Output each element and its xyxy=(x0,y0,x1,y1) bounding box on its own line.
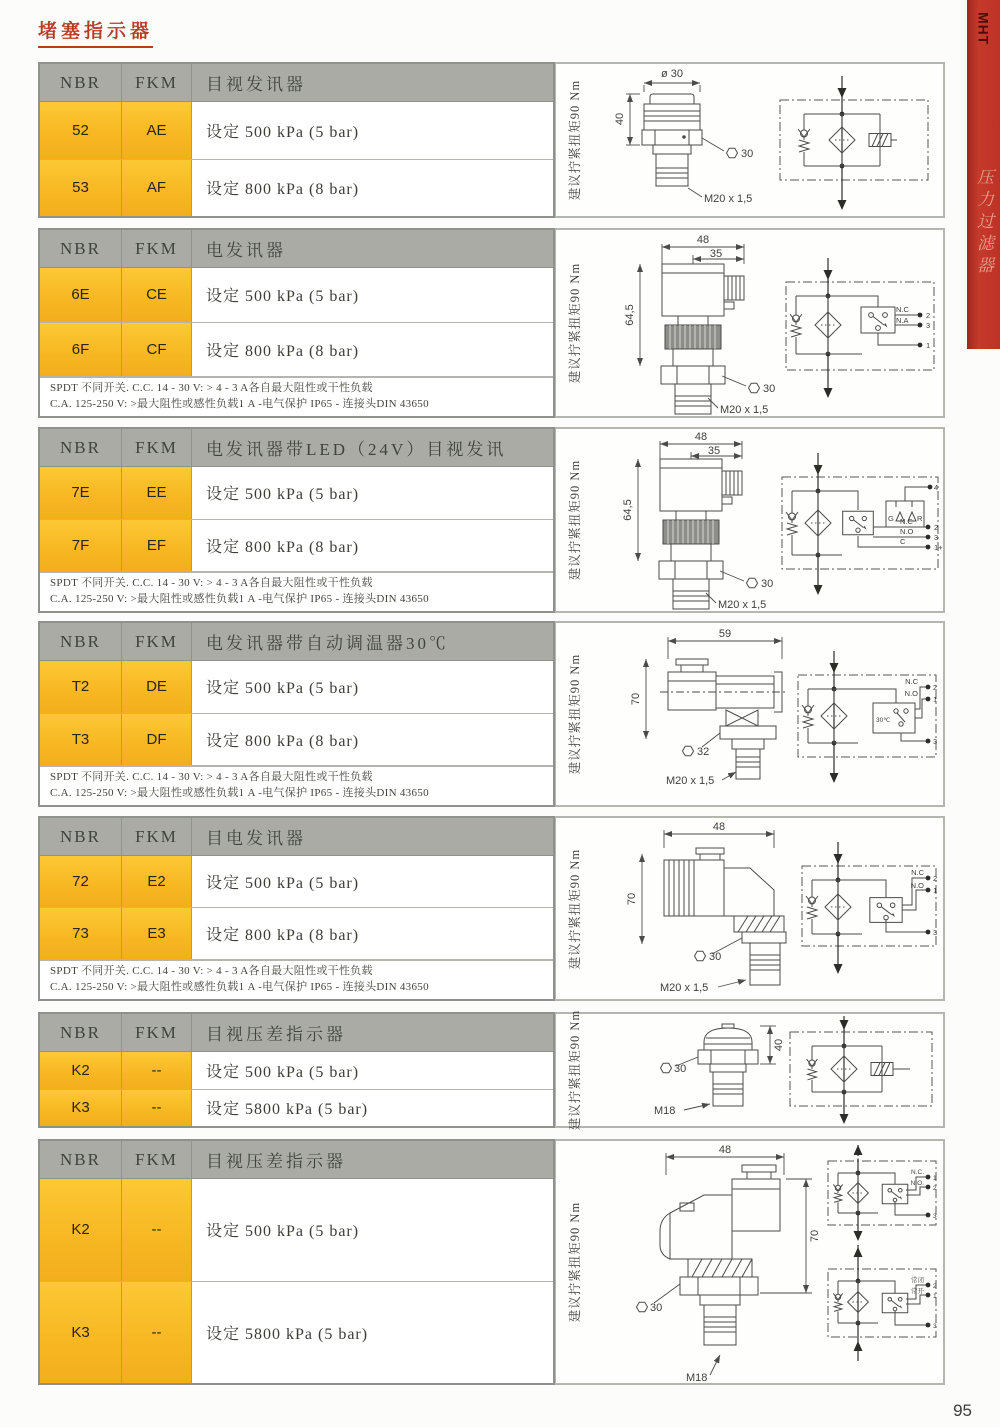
pin-label: N.A xyxy=(896,316,909,325)
pin-label: N.C xyxy=(896,305,909,314)
flow-arrow-icon xyxy=(838,88,847,98)
torque-note: 建议拧紧扭矩90 Nm xyxy=(568,79,582,201)
circuit-top xyxy=(828,1145,937,1241)
switch-icon xyxy=(870,898,902,923)
electric-circuit xyxy=(802,842,937,974)
cell-nbr: T3 xyxy=(40,714,122,766)
spec-table xyxy=(38,228,555,418)
technical-drawing xyxy=(590,64,944,216)
drawing-panel xyxy=(555,1139,945,1385)
drawing-panel xyxy=(555,816,945,1001)
pin-label: 1 xyxy=(933,695,938,704)
table-row xyxy=(40,856,553,908)
hex-nut-icon xyxy=(749,383,760,392)
spec-table xyxy=(38,816,555,1001)
column-header-nbr: NBR xyxy=(40,429,122,466)
technical-drawing xyxy=(590,623,944,805)
table-row xyxy=(40,1282,553,1384)
sidebar-red-tab xyxy=(967,0,1000,349)
check-valve-icon xyxy=(786,505,798,541)
torque-note: 建议拧紧扭矩90 Nm xyxy=(568,1201,582,1323)
dim-label: M20 x 1,5 xyxy=(666,775,715,787)
flow-arrow-icon xyxy=(854,1341,863,1351)
cell-desc: 设定 800 kPa (8 bar) xyxy=(192,160,553,217)
column-header-nbr: NBR xyxy=(40,230,122,267)
hydraulic-circuit xyxy=(780,76,928,210)
section-electric-indicator xyxy=(38,228,945,418)
hex-nut-icon xyxy=(661,1063,672,1072)
footnote xyxy=(40,960,553,999)
switch-icon xyxy=(843,511,874,534)
torque-note: 建议拧紧扭矩90 Nm xyxy=(568,459,582,581)
table-row xyxy=(40,1090,553,1127)
cell-desc: 设定 500 kPa (5 bar) xyxy=(192,268,553,322)
dim-label: 70 xyxy=(809,1229,821,1243)
pin-label: 2 xyxy=(926,311,931,320)
drawing-panel xyxy=(555,1009,945,1131)
cell-fkm: -- xyxy=(122,1282,192,1384)
pin-label: 1+ xyxy=(934,543,943,552)
drawing-panel xyxy=(555,621,945,807)
section-title: 目视压差指示器 xyxy=(206,1152,346,1171)
check-valve-icon xyxy=(790,307,802,343)
cell-nbr: 6F xyxy=(40,323,122,377)
pin-label: 3 xyxy=(933,737,938,746)
pin-label: 1 xyxy=(926,341,931,350)
dim-label: M20 x 1,5 xyxy=(660,982,709,994)
column-header-fkm: FKM xyxy=(122,1014,192,1051)
table-row xyxy=(40,467,553,520)
flow-arrow-icon xyxy=(840,1020,849,1030)
table-row xyxy=(40,160,553,217)
cell-nbr: K2 xyxy=(40,1052,122,1089)
technical-drawing xyxy=(590,230,944,416)
sidebar-category-label: 压力过滤器 xyxy=(974,168,993,278)
flow-arrow-icon xyxy=(834,964,843,974)
section-title: 目电发讯器 xyxy=(206,829,306,848)
pin-label: 3 xyxy=(933,1213,937,1220)
pin-label: 2 xyxy=(933,874,938,883)
section-electric-led-indicator xyxy=(38,427,945,613)
torque-note: 建议拧紧扭矩90 Nm xyxy=(568,1009,582,1131)
flow-arrow-icon xyxy=(824,270,833,280)
section-title: 电发讯器带LED（24V）目视发讯 xyxy=(206,440,507,459)
electric-circuit xyxy=(786,258,934,398)
pin-label: N.O xyxy=(904,689,918,698)
table-row xyxy=(40,714,553,767)
pin-label: 3 xyxy=(926,321,931,330)
dim-label: 70 xyxy=(630,692,642,706)
section-title: 电发讯器带自动调温器30℃ xyxy=(206,634,449,653)
pin-label: 常开 xyxy=(911,1288,924,1295)
check-valve-icon xyxy=(807,1053,818,1085)
section-visual-dp-indicator xyxy=(38,1009,945,1131)
flow-arrow-icon xyxy=(814,465,823,475)
flow-arrow-icon xyxy=(854,1247,863,1257)
pin-label: N.O xyxy=(910,881,924,890)
torque-note: 建议拧紧扭矩90 Nm xyxy=(568,653,582,775)
cell-nbr: 6E xyxy=(40,268,122,322)
cell-fkm: AF xyxy=(122,160,192,217)
flow-arrow-icon xyxy=(854,1231,863,1241)
dim-label: 48 xyxy=(712,821,726,833)
cell-nbr: 73 xyxy=(40,908,122,959)
footnote-line: C.A. 125-250 V: >最大阻性或感性负载1 A -电气保护 IP65 - 连接头DIN 43650 xyxy=(50,397,429,410)
thermo-circuit xyxy=(798,651,937,783)
cell-fkm: EF xyxy=(122,520,192,572)
flow-arrow-icon xyxy=(830,663,839,673)
footnote-line: SPDT 不同开关. C.C. 14 - 30 V: > 4 - 3 A各自最大阻性或干性负载 xyxy=(50,771,373,784)
pin-label: 2 xyxy=(933,1185,937,1192)
cell-nbr: K3 xyxy=(40,1282,122,1384)
footnote-line: SPDT 不同开关. C.C. 14 - 30 V: > 4 - 3 A各自最大阻性或干性负载 xyxy=(50,382,373,395)
dim-label: ø 30 xyxy=(660,68,684,80)
dim-label: M20 x 1,5 xyxy=(720,404,769,416)
dim-label: 48 xyxy=(696,234,710,246)
dim-label: 35 xyxy=(707,445,721,457)
column-header-fkm: FKM xyxy=(122,429,192,466)
flow-arrow-icon xyxy=(830,773,839,783)
led-label: R xyxy=(917,514,923,523)
section-title: 电发讯器 xyxy=(206,241,286,260)
footnote-line: C.A. 125-250 V: >最大阻性或感性负载1 A -电气保护 IP65 - 连接头DIN 43650 xyxy=(50,786,429,799)
column-header-nbr: NBR xyxy=(40,1014,122,1051)
pin-label: N.C xyxy=(900,517,913,526)
column-header-nbr: NBR xyxy=(40,818,122,855)
dim-label: 32 xyxy=(697,746,710,758)
dim-label: 30 xyxy=(709,951,722,963)
pin-label: 4 xyxy=(934,483,939,492)
cell-nbr: T2 xyxy=(40,661,122,713)
pin-label: N.C. xyxy=(911,1169,924,1176)
cell-desc: 设定 500 kPa (5 bar) xyxy=(192,1052,553,1089)
section-visual-electric-indicator xyxy=(38,816,945,1001)
technical-drawing xyxy=(590,429,944,611)
footnote-line: SPDT 不同开关. C.C. 14 - 30 V: > 4 - 3 A各自最大阻性或干性负载 xyxy=(50,965,373,978)
pin-label: N.C xyxy=(911,868,924,877)
drawing-panel xyxy=(555,228,945,418)
section-visual-indicator xyxy=(38,62,945,218)
pin-label: N.O xyxy=(900,527,914,536)
table-row xyxy=(40,268,553,323)
column-header-fkm: FKM xyxy=(122,1141,192,1178)
drawing-panel xyxy=(555,62,945,218)
flow-arrow-icon xyxy=(854,1145,863,1155)
dim-label: 30 xyxy=(741,148,754,160)
cell-fkm: CE xyxy=(122,268,192,322)
spec-table xyxy=(38,427,555,613)
footnote xyxy=(40,377,553,416)
pin-label: 1 xyxy=(933,1293,937,1300)
pin-label: 2 xyxy=(933,1283,937,1290)
section-title: 目视发讯器 xyxy=(206,75,306,94)
table-header xyxy=(40,818,553,856)
spec-table xyxy=(38,621,555,807)
section-visual-dp-indicator-2 xyxy=(38,1139,945,1385)
table-row xyxy=(40,323,553,378)
dim-label: 30 xyxy=(761,578,774,590)
cell-fkm: DF xyxy=(122,714,192,766)
footnote xyxy=(40,766,553,805)
dim-label: 64,5 xyxy=(622,499,634,521)
pin-label: N.C xyxy=(905,677,918,686)
cell-fkm: CF xyxy=(122,323,192,377)
cell-desc: 设定 500 kPa (5 bar) xyxy=(192,856,553,907)
cell-desc: 设定 800 kPa (8 bar) xyxy=(192,323,553,377)
spec-table xyxy=(38,1139,555,1385)
led-label: G xyxy=(888,514,894,523)
cell-fkm: EE xyxy=(122,467,192,519)
switch-icon xyxy=(882,1293,908,1313)
cell-desc: 设定 500 kPa (5 bar) xyxy=(192,1179,553,1281)
footnote xyxy=(40,572,553,611)
cell-nbr: 7F xyxy=(40,520,122,572)
electric-led-circuit xyxy=(782,453,943,595)
table-header xyxy=(40,623,553,661)
technical-drawing xyxy=(590,1014,944,1126)
pin-label: 常闭 xyxy=(911,1277,924,1284)
table-row xyxy=(40,1179,553,1282)
torque-note: 建议拧紧扭矩90 Nm xyxy=(568,848,582,969)
dim-label: 40 xyxy=(614,112,626,126)
table-header xyxy=(40,230,553,268)
cell-nbr: K3 xyxy=(40,1090,122,1127)
table-header xyxy=(40,1014,553,1052)
technical-drawing xyxy=(590,818,944,999)
cell-fkm: -- xyxy=(122,1090,192,1127)
drawing-panel xyxy=(555,427,945,613)
column-header-nbr: NBR xyxy=(40,1141,122,1178)
cell-desc: 设定 800 kPa (8 bar) xyxy=(192,908,553,959)
footnote-line: SPDT 不同开关. C.C. 14 - 30 V: > 4 - 3 A各自最大阻性或干性负载 xyxy=(50,577,373,590)
column-header-fkm: FKM xyxy=(122,818,192,855)
spec-table xyxy=(38,62,555,218)
page-number: 95 xyxy=(953,1401,972,1420)
flow-arrow-icon xyxy=(834,854,843,864)
dim-label: 30 xyxy=(763,383,776,395)
dim-label: 30 xyxy=(650,1302,663,1314)
cell-nbr: 72 xyxy=(40,856,122,907)
dim-label: M18 xyxy=(686,1372,708,1383)
dim-label: 59 xyxy=(718,628,732,640)
column-header-fkm: FKM xyxy=(122,623,192,660)
cell-nbr: 7E xyxy=(40,467,122,519)
dim-label: M18 xyxy=(654,1105,676,1117)
hex-nut-icon xyxy=(683,746,694,755)
dim-label: 35 xyxy=(709,248,723,260)
cell-nbr: 52 xyxy=(40,102,122,159)
technical-drawing xyxy=(590,1141,944,1383)
column-header-nbr: NBR xyxy=(40,64,122,101)
pin-label: 1 xyxy=(933,1175,937,1182)
spec-table xyxy=(38,1012,555,1128)
cell-fkm: -- xyxy=(122,1052,192,1089)
cell-desc: 设定 5800 kPa (5 bar) xyxy=(192,1282,553,1384)
flow-arrow-icon xyxy=(840,1114,849,1124)
hex-nut-icon xyxy=(637,1302,648,1311)
table-header xyxy=(40,429,553,467)
cell-desc: 设定 500 kPa (5 bar) xyxy=(192,102,553,159)
circuit-bottom xyxy=(828,1245,937,1361)
flow-arrow-icon xyxy=(814,585,823,595)
dim-label: M20 x 1,5 xyxy=(718,599,767,611)
cell-desc: 设定 800 kPa (8 bar) xyxy=(192,520,553,572)
hex-nut-icon xyxy=(695,951,706,960)
dim-label: 64,5 xyxy=(624,304,636,326)
section-title: 目视压差指示器 xyxy=(206,1025,346,1044)
hydraulic-circuit xyxy=(790,1016,932,1124)
cell-desc: 设定 5800 kPa (5 bar) xyxy=(192,1090,553,1127)
table-row xyxy=(40,908,553,960)
pin-label: C xyxy=(900,537,906,546)
cell-desc: 设定 500 kPa (5 bar) xyxy=(192,661,553,713)
pin-label: 3 xyxy=(934,533,939,542)
column-header-fkm: FKM xyxy=(122,230,192,267)
indicator-icon xyxy=(871,1063,899,1076)
table-header xyxy=(40,1141,553,1179)
cell-fkm: -- xyxy=(122,1179,192,1281)
column-header-fkm: FKM xyxy=(122,64,192,101)
cell-fkm: E2 xyxy=(122,856,192,907)
table-row xyxy=(40,661,553,714)
pin-label: 3 xyxy=(933,1323,937,1330)
check-valve-icon xyxy=(798,122,810,158)
flow-arrow-icon xyxy=(838,200,847,210)
switch-icon xyxy=(861,307,895,333)
pin-label: N.O. xyxy=(910,1180,924,1187)
page-title: 堵塞指示器 xyxy=(38,16,153,48)
table-header xyxy=(40,64,553,102)
check-valve-icon xyxy=(806,889,818,925)
dim-label: M20 x 1,5 xyxy=(704,193,753,205)
hex-nut-icon xyxy=(727,148,738,157)
footnote-line: C.A. 125-250 V: >最大阻性或感性负载1 A -电气保护 IP65 - 连接头DIN 43650 xyxy=(50,592,429,605)
pin-label: 2 xyxy=(933,683,938,692)
footnote-line: C.A. 125-250 V: >最大阻性或感性负载1 A -电气保护 IP65 - 连接头DIN 43650 xyxy=(50,980,429,993)
section-thermostat-indicator xyxy=(38,621,945,807)
table-row xyxy=(40,102,553,160)
pin-label: 2 xyxy=(934,523,939,532)
dim-label: 40 xyxy=(773,1038,785,1052)
flow-arrow-icon xyxy=(824,388,833,398)
indicator-icon xyxy=(869,134,897,147)
sidebar-tab-code: MHT xyxy=(975,12,992,46)
cell-fkm: E3 xyxy=(122,908,192,959)
check-valve-icon xyxy=(802,698,814,734)
pin-label: 3 xyxy=(933,928,938,937)
table-row xyxy=(40,520,553,573)
cell-desc: 设定 500 kPa (5 bar) xyxy=(192,467,553,519)
cell-nbr: 53 xyxy=(40,160,122,217)
cell-desc: 设定 800 kPa (8 bar) xyxy=(192,714,553,766)
torque-note: 建议拧紧扭矩90 Nm xyxy=(568,262,582,384)
hex-nut-icon xyxy=(747,578,758,587)
check-valve-icon xyxy=(833,1288,842,1316)
column-header-nbr: NBR xyxy=(40,623,122,660)
check-valve-icon xyxy=(833,1179,842,1207)
table-row xyxy=(40,1052,553,1090)
cell-nbr: K2 xyxy=(40,1179,122,1281)
temp-label: 30℃ xyxy=(876,717,891,724)
dim-label: 48 xyxy=(694,431,708,443)
switch-icon xyxy=(882,1184,908,1204)
dim-label: 70 xyxy=(626,892,638,906)
cell-fkm: DE xyxy=(122,661,192,713)
cell-fkm: AE xyxy=(122,102,192,159)
dim-label: 30 xyxy=(674,1063,687,1075)
dim-label: 48 xyxy=(718,1144,732,1156)
pin-label: 1 xyxy=(933,886,938,895)
